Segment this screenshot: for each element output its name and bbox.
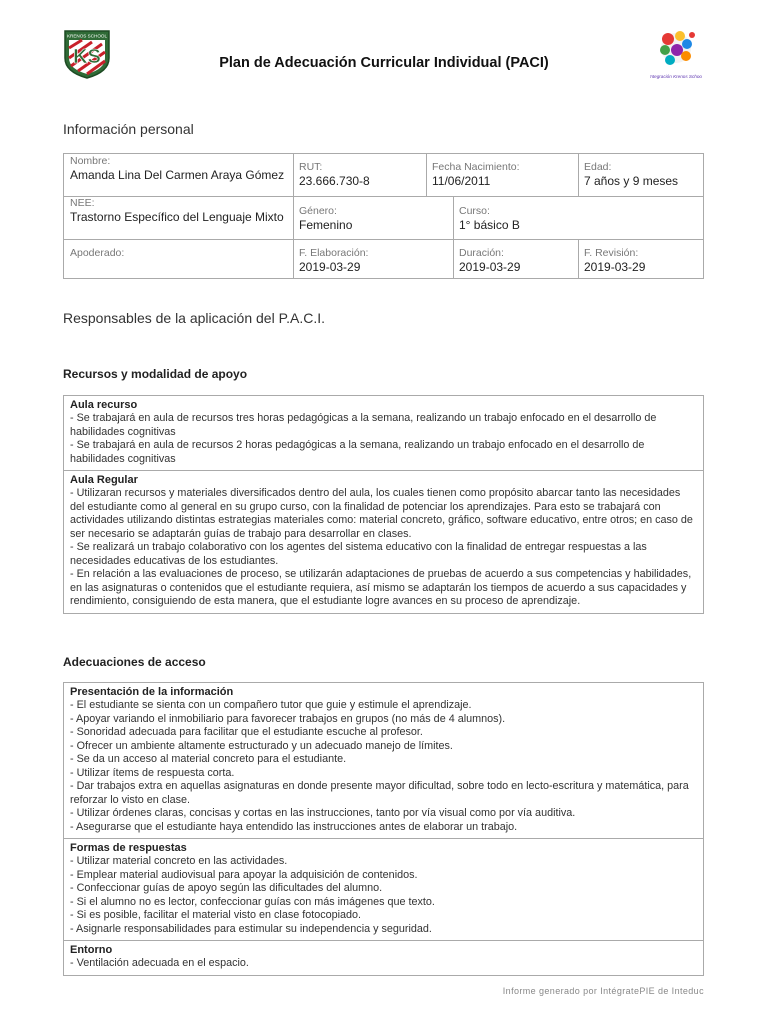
fecha-nacimiento-label: Fecha Nacimiento: [432,161,520,173]
integration-logo [650,26,702,84]
apoderado-label: Apoderado: [70,247,125,259]
aula-recurso-block [64,396,703,471]
fecha-nacimiento-cell [426,160,578,196]
formas-respuestas-title: Formas de respuestas [70,842,187,854]
curso-cell [453,204,705,239]
rut-value: 23.666.730-8 [299,174,370,188]
aula-recurso-text: - Se trabajará en aula de recursos tres horas pedagógicas a la semana, realizando un trabajo enfocado en el desarrollo de habilidades cognitivas - Se trabajará en aula de recursos 2 horas pedagógicas a la semana, realizando un trabajo enfocado en el desarrollo de habilidades cognitivas [70,412,657,465]
f-revision-value: 2019-03-29 [584,260,646,274]
school-logo [62,28,112,80]
personal-info-heading: Información personal [63,121,194,137]
aula-recurso-title: Aula recurso [70,399,138,411]
rut-cell [293,160,426,196]
genero-label: Género: [299,205,337,217]
responsables-heading: Responsables de la aplicación del P.A.C.I. [63,310,326,326]
footer-note: Informe generado por IntégratePIE de Inteduc [502,986,704,996]
f-elaboracion-value: 2019-03-29 [299,260,361,274]
nee-cell [64,196,293,239]
svg-text:Integración Krenos School: Integración Krenos School [650,74,702,79]
page-title: Plan de Adecuación Curricular Individual (PACI) [219,55,549,71]
aula-regular-text: - Utilizaran recursos y materiales diversificados dentro del aula, los cuales tienen como propósito abarcar tanto las necesidades del estudiante como al general en su grupo curso, con la finalidad de potenciar los aprendizajes. Para esto se trabajará con actividades utilizando distintas estrategias materiales como: material concreto, gráfico, software educativo, entre otros; en caso de ser necesario se adaptarán guías de trabajo para desarrollar en clases. - Se realizará un trabajo colaborativo con los agentes del sistema educativo con la finalidad de entregar respuestas a las necesidades educativas de los estudiantes. - En relación a las evaluaciones de proceso, se utilizarán adaptaciones de pruebas de acuerdo a sus competencias y habilidades, en las asignaturas o contenidos que el estudiante requiera, así mismo se adaptarán los tiempos de acuerdo a sus capacidades y rendimiento, consiguiendo de esta manera, que el estudiante logre avances en su proceso de aprendizaje. [70,487,693,607]
rut-label: RUT: [299,161,323,173]
presentacion-title: Presentación de la información [70,686,234,698]
edad-cell [578,160,705,196]
aula-regular-title: Aula Regular [70,474,138,486]
acceso-heading: Adecuaciones de acceso [63,655,206,669]
presentacion-text: - El estudiante se sienta con un compañero tutor que guie y estimule el aprendizaje. - Apoyar variando el inmobiliario para favorecer trabajos en grupos (no más de 4 alumnos). - Sonoridad adecuada para facilitar que el estudiante escuche al profesor. - Ofrecer un ambiente altamente estructurado y un adecuado manejo de límites. - Se da un acceso al material concreto para el estudiante. - Utilizar ítems de respuesta corta. - Dar trabajos extra en aquellas asignaturas en donde presente mayor dificultad, sobre todo en lecto-escritura y matemática, para reforzar lo visto en clase. - Utilizar órdenes claras, concisas y cortas en las instrucciones, tanto por vía visual como por vía auditiva. - Asegurarse que el estudiante haya entendido las instrucciones antes de elaborar un trabajo. [70,699,689,833]
duracion-label: Duración: [459,247,504,259]
f-revision-cell [578,246,705,278]
curso-value: 1° básico B [459,218,520,232]
edad-value: 7 años y 9 meses [584,174,679,188]
presentacion-block [64,683,703,839]
apoderado-cell [64,246,293,278]
acceso-box [63,682,704,976]
recursos-heading: Recursos y modalidad de apoyo [63,367,248,381]
aula-regular-block [64,471,703,613]
svg-text:KRENOS SCHOOL: KRENOS SCHOOL [66,33,108,39]
curso-label: Curso: [459,205,490,217]
edad-label: Edad: [584,161,612,173]
entorno-text: - Ventilación adecuada en el espacio. [70,957,249,969]
duracion-value: 2019-03-29 [459,260,521,274]
duracion-cell [453,246,578,278]
nombre-label: Nombre: [70,155,111,167]
personal-info-table [63,153,704,279]
genero-cell [293,204,453,239]
nombre-value: Amanda Lina Del Carmen Araya Gómez [70,168,285,182]
nee-label: NEE: [70,197,95,209]
formas-respuestas-text: - Utilizar material concreto en las actividades. - Emplear material audiovisual para apoyar la adquisición de contenidos. - Confeccionar guías de apoyo según las dificultades del alumno. - Si el alumno no es lector, confeccionar guías con más imágenes que texto. - Si es posible, facilitar el material visto en clase fotocopiado. - Asignarle responsabilidades para estimular su independencia y seguridad. [70,855,435,935]
recursos-box [63,395,704,614]
f-elaboracion-cell [293,246,453,278]
nee-value: Trastorno Específico del Lenguaje Mixto [70,210,284,224]
entorno-title: Entorno [70,944,113,956]
nombre-cell [64,154,293,196]
f-elaboracion-label: F. Elaboración: [299,247,369,259]
entorno-block [64,941,703,975]
f-revision-label: F. Revisión: [584,247,639,259]
genero-value: Femenino [299,218,353,232]
formas-respuestas-block [64,839,703,941]
fecha-nacimiento-value: 11/06/2011 [432,174,491,188]
svg-text:KS: KS [73,46,101,68]
